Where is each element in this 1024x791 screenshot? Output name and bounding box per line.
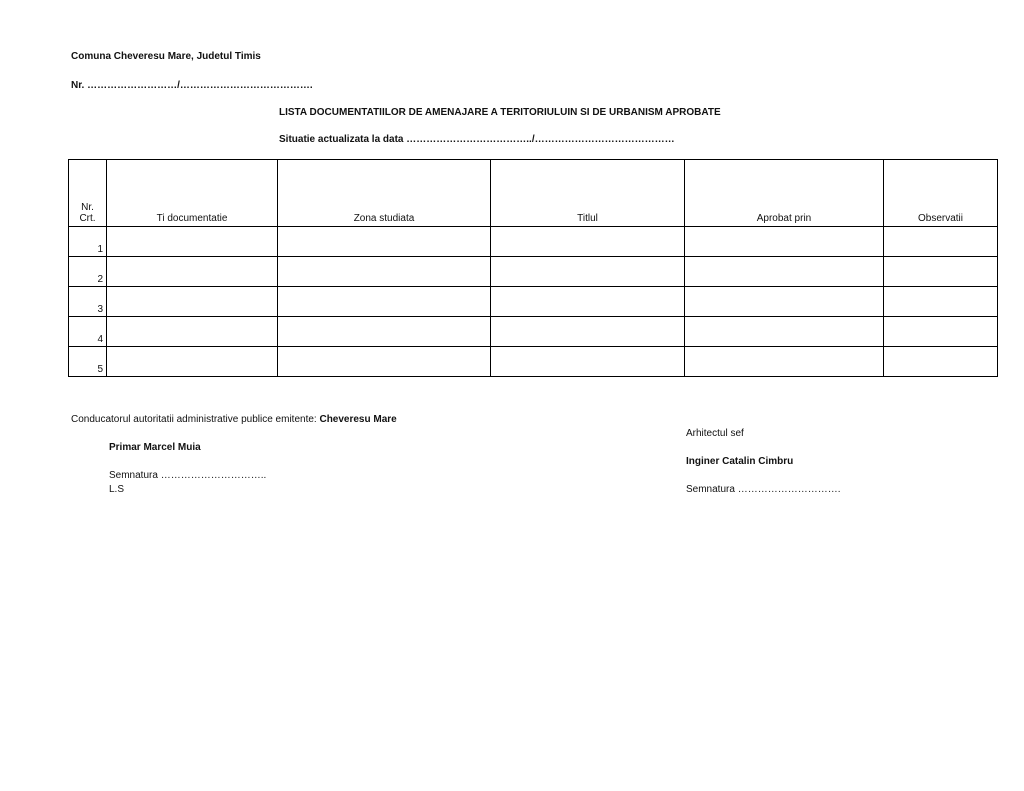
table-row bbox=[69, 287, 998, 317]
column-header-aprobat-prin: Aprobat prin bbox=[685, 160, 884, 227]
table-cell bbox=[685, 227, 884, 257]
table-cell bbox=[491, 287, 685, 317]
column-header-titlul: Titlul bbox=[491, 160, 685, 227]
table-cell bbox=[107, 317, 278, 347]
table-cell bbox=[278, 347, 491, 377]
table-cell bbox=[278, 257, 491, 287]
row-number-cell: 3 bbox=[69, 287, 107, 317]
documentation-table bbox=[68, 159, 998, 377]
table-row bbox=[69, 227, 998, 257]
table-cell bbox=[278, 227, 491, 257]
table-cell bbox=[884, 317, 998, 347]
table-cell bbox=[107, 287, 278, 317]
table-cell bbox=[107, 257, 278, 287]
status-date-line: Situatie actualizata la data ………………………………../…………………………………… bbox=[279, 134, 675, 145]
table-cell bbox=[884, 227, 998, 257]
table-cell bbox=[685, 257, 884, 287]
column-header-zona-studiata: Zona studiata bbox=[278, 160, 491, 227]
table-cell bbox=[685, 347, 884, 377]
table-cell bbox=[685, 287, 884, 317]
table-header-row bbox=[69, 160, 998, 227]
table-cell bbox=[491, 317, 685, 347]
document-title: LISTA DOCUMENTATIILOR DE AMENAJARE A TERITORIULUIN SI DE URBANISM APROBATE bbox=[279, 107, 721, 118]
table-cell bbox=[685, 317, 884, 347]
organization-header: Comuna Cheveresu Mare, Judetul Timis bbox=[71, 51, 261, 62]
column-header-nr-crt: Nr. Crt. bbox=[69, 160, 107, 227]
issuing-authority-value: Cheveresu Mare bbox=[319, 414, 397, 425]
issuing-authority-label: Conducatorul autoritatii administrative publice emitente: bbox=[71, 414, 320, 425]
table-cell bbox=[884, 257, 998, 287]
table-cell bbox=[278, 317, 491, 347]
row-number-cell: 4 bbox=[69, 317, 107, 347]
table-row bbox=[69, 347, 998, 377]
table-cell bbox=[278, 287, 491, 317]
table-cell bbox=[884, 287, 998, 317]
mayor-signature-line: Semnatura ………………………….. bbox=[109, 470, 267, 481]
table-row bbox=[69, 257, 998, 287]
row-number-cell: 2 bbox=[69, 257, 107, 287]
seal-label: L.S bbox=[109, 484, 125, 495]
registration-number-line: Nr. ………………………/…………………………………. bbox=[71, 80, 313, 91]
table-cell bbox=[491, 227, 685, 257]
column-header-tip-documentatie: Ti documentatie bbox=[107, 160, 278, 227]
table-cell bbox=[491, 257, 685, 287]
row-number-cell: 5 bbox=[69, 347, 107, 377]
table-cell bbox=[491, 347, 685, 377]
architect-signature-line: Semnatura …………………………. bbox=[686, 484, 841, 495]
chief-architect-name: Inginer Catalin Cimbru bbox=[686, 456, 794, 467]
table-cell bbox=[107, 227, 278, 257]
row-number-cell: 1 bbox=[69, 227, 107, 257]
chief-architect-role: Arhitectul sef bbox=[686, 428, 744, 439]
table-row bbox=[69, 317, 998, 347]
issuing-authority-line bbox=[71, 414, 397, 426]
table-cell bbox=[884, 347, 998, 377]
table-cell bbox=[107, 347, 278, 377]
mayor-name: Primar Marcel Muia bbox=[109, 442, 201, 453]
column-header-observatii: Observatii bbox=[884, 160, 998, 227]
